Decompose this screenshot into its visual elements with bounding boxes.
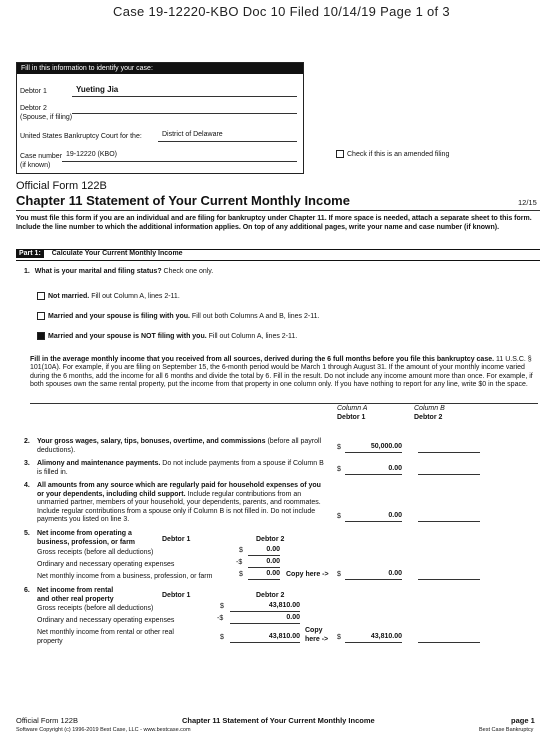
debtor2-field xyxy=(72,102,297,114)
footer-page: page 1 xyxy=(511,716,535,725)
line3-dollar: $ xyxy=(337,466,341,473)
line6-net-label: Net monthly income from rental or other real property xyxy=(37,629,174,645)
line6-net-value[interactable]: 43,810.00 xyxy=(230,633,300,643)
opt3-text: Fill out Column A, lines 2-11. xyxy=(208,332,298,340)
line3-text xyxy=(37,460,329,477)
line6-exp-label: Ordinary and necessary operating expenses xyxy=(37,617,175,624)
q1-tail: Check one only. xyxy=(163,268,214,275)
debtor2-label: Debtor 2 xyxy=(20,105,47,112)
court-label: United States Bankruptcy Court for the: xyxy=(20,133,142,140)
opt2-text: Fill out both Columns A and B, lines 2-11. xyxy=(191,312,320,320)
line5-dollar: $ xyxy=(337,571,341,578)
case-label: Case number xyxy=(20,153,63,160)
col-b-header: Column B xyxy=(414,405,445,412)
line2-col-a[interactable]: 50,000.00 xyxy=(345,443,402,453)
line6-gross-dollar: $ xyxy=(220,603,224,610)
fill-instructions xyxy=(30,356,538,389)
line6-exp-dollar: -$ xyxy=(217,615,224,622)
line6-copy: Copy here -> xyxy=(305,627,329,643)
not-married-checkbox[interactable] xyxy=(37,292,45,300)
line6-d2: Debtor 2 xyxy=(256,592,285,599)
footer-brand: Best Case Bankruptcy xyxy=(479,727,534,733)
opt1-bold: Not married. xyxy=(48,292,90,300)
page-header: Case 19-12220-KBO Doc 10 Filed 10/14/19 Page 1 of 3 xyxy=(113,4,450,19)
line3-col-b[interactable] xyxy=(418,465,480,475)
line3-rest: Do not include payments from a spouse if Column B is filled in. xyxy=(37,460,324,476)
line6-net-dollar: $ xyxy=(220,634,224,641)
amended-label: Check if this is an amended filing xyxy=(347,150,450,158)
married-separate-checkbox[interactable] xyxy=(37,332,45,340)
footer-title: Chapter 11 Statement of Your Current Monthly Income xyxy=(182,716,375,725)
q1 xyxy=(24,268,213,275)
line5-title: Net income from operating a business, profession, or farm xyxy=(37,530,136,546)
line6-title: Net income from rental and other real property xyxy=(37,587,114,603)
part1-title: Calculate Your Current Monthly Income xyxy=(51,250,183,257)
line5-gross-dollar: $ xyxy=(239,547,243,554)
line2-rest: (before all payroll deductions). xyxy=(37,438,322,454)
line5-gross-label: Gross receipts (before all deductions) xyxy=(37,549,154,556)
opt1-text: Fill out Column A, lines 2-11. xyxy=(91,292,180,300)
debtor1-field xyxy=(72,85,297,97)
part1-tag: Part 1: xyxy=(16,249,44,258)
line4-dollar: $ xyxy=(337,513,341,520)
line4-rest: Include regular contributions from an unmarried partner, members of your household, your dependents, parents, and roommates. Include regular contributions from a spouse only if Column B is not filled in. Do not include payments you listed on line 3. xyxy=(37,490,321,523)
identify-bar: Fill in this information to identify your case: xyxy=(17,63,303,74)
line5-d2: Debtor 2 xyxy=(256,536,285,543)
case-field xyxy=(62,151,297,162)
footer-form: Official Form 122B xyxy=(16,716,78,725)
line5-col-a[interactable]: 0.00 xyxy=(345,570,402,580)
col-a-header: Column A xyxy=(337,405,368,412)
footer-software: Software Copyright (c) 1996-2019 Best Case, LLC - www.bestcase.com xyxy=(16,727,191,733)
line6-gross-label: Gross receipts (before all deductions) xyxy=(37,605,154,612)
line2-num: 2. xyxy=(24,438,30,445)
line5-net-label: Net monthly income from a business, profession, or farm xyxy=(37,573,213,580)
debtor2-sub: (Spouse, if filing) xyxy=(20,114,73,121)
debtor1-label: Debtor 1 xyxy=(20,88,47,95)
q1-num: 1. xyxy=(24,268,30,275)
line6-num: 6. xyxy=(24,587,30,594)
fill-rule xyxy=(30,403,538,404)
line3-bold: Alimony and maintenance payments. xyxy=(37,460,161,467)
part1-header xyxy=(16,249,540,261)
case-value: 19-12220 (KBO) xyxy=(66,151,117,158)
line5-copy: Copy here -> xyxy=(286,571,329,578)
line6-col-b[interactable] xyxy=(418,633,480,643)
line5-net-dollar: $ xyxy=(239,571,243,578)
debtor1-value: Yueting Jia xyxy=(76,85,119,94)
line5-exp-value[interactable]: 0.00 xyxy=(248,558,280,568)
line6-exp-value[interactable]: 0.00 xyxy=(230,614,300,624)
line3-num: 3. xyxy=(24,460,30,467)
title-rule xyxy=(16,210,540,211)
line6-dollar: $ xyxy=(337,634,341,641)
opt2-bold: Married and your spouse is filing with you. xyxy=(48,312,190,320)
col-a-sub: Debtor 1 xyxy=(337,414,366,421)
line4-num: 4. xyxy=(24,482,30,489)
court-value: District of Delaware xyxy=(162,131,223,138)
line2-dollar: $ xyxy=(337,444,341,451)
line6-d1: Debtor 1 xyxy=(162,592,191,599)
option-married-joint[interactable] xyxy=(37,312,319,320)
line3-col-a[interactable]: 0.00 xyxy=(345,465,402,475)
line4-col-a[interactable]: 0.00 xyxy=(345,512,402,522)
line5-net-value[interactable]: 0.00 xyxy=(248,570,280,580)
form-title: Chapter 11 Statement of Your Current Monthly Income xyxy=(16,193,350,208)
line5-col-b[interactable] xyxy=(418,570,480,580)
form-number: Official Form 122B xyxy=(16,180,107,192)
q1-text: What is your marital and filing status? xyxy=(34,268,162,275)
line2-bold: Your gross wages, salary, tips, bonuses, overtime, and commissions xyxy=(37,438,266,445)
line6-col-a[interactable]: 43,810.00 xyxy=(345,633,402,643)
line6-gross-value[interactable]: 43,810.00 xyxy=(230,602,300,612)
fill-bold: Fill in the average monthly income that you received from all sources, derived during the 6 full months before you file this bankruptcy case. xyxy=(30,356,495,363)
line5-gross-value[interactable]: 0.00 xyxy=(248,546,280,556)
col-b-sub: Debtor 2 xyxy=(414,414,443,421)
amended-checkbox[interactable] xyxy=(336,150,344,158)
fill-text: 11 U.S.C. § 101(10A). For example, if you are filing on September 15, the 6-month period would be March 1 through August 31. If the amount of your monthly income varied during the 6 months, add the income for all 6 months and divide the total by 6. Fill in the result. Do not include any income amount more than once. For example, if both spouses own the same rental property, put the income from that property in one column only. If you have nothing to report for any line, write $0 in the space. xyxy=(30,356,533,388)
line4-bold: All amounts from any source which are regularly paid for household expenses of you or your dependents, including child support. xyxy=(37,482,321,498)
amended-check[interactable] xyxy=(336,150,449,158)
line5-exp-label: Ordinary and necessary operating expenses xyxy=(37,561,175,568)
form-date: 12/15 xyxy=(518,198,537,207)
line4-col-b[interactable] xyxy=(418,512,480,522)
married-joint-checkbox[interactable] xyxy=(37,312,45,320)
case-sub: (if known) xyxy=(20,162,51,169)
line2-col-b[interactable] xyxy=(418,443,480,453)
form-intro: You must file this form if you are an individual and are filing for bankruptcy under Chapter 11. If more space is needed, attach a separate sheet to this form. Include the line number to which the additional information applies. On top of any additional pages, write your name and case number (if known). xyxy=(16,215,532,231)
option-married-separate[interactable] xyxy=(37,332,297,340)
option-not-married[interactable] xyxy=(37,292,180,300)
court-field xyxy=(158,131,297,142)
line5-d1: Debtor 1 xyxy=(162,536,191,543)
line2-text xyxy=(37,438,329,455)
line5-exp-dollar: -$ xyxy=(236,559,243,566)
line4-text xyxy=(37,482,329,525)
opt3-bold: Married and your spouse is NOT filing with you. xyxy=(48,332,207,340)
line5-num: 5. xyxy=(24,530,30,537)
